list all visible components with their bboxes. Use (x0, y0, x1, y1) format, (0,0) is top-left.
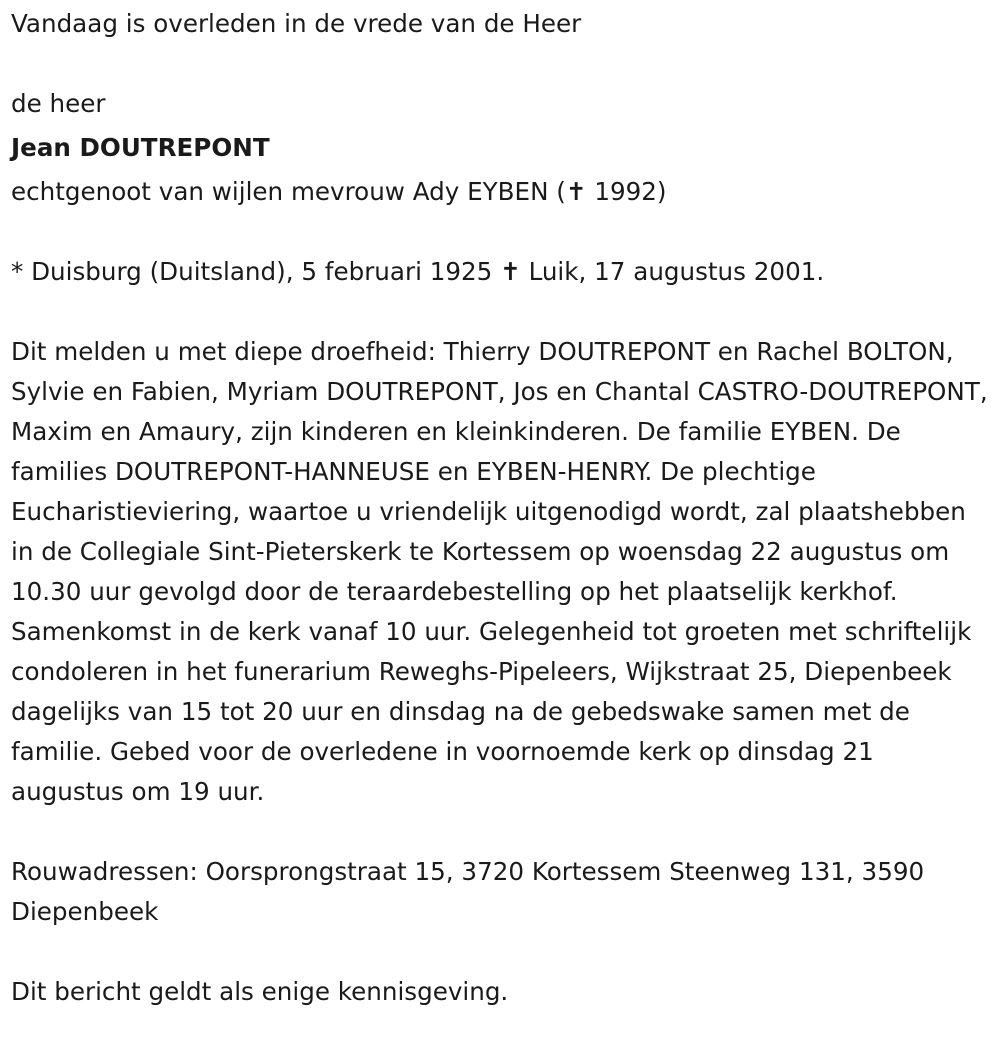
intro-line: Vandaag is overleden in de vrede van de Heer (11, 9, 582, 38)
death-notice (11, 4, 991, 1012)
spouse-suffix: 1992) (586, 177, 667, 206)
closing-line: Dit bericht geldt als enige kennisgeving. (11, 977, 509, 1006)
spacer (11, 812, 991, 852)
cross-icon: ✝ (500, 257, 521, 286)
spacer (11, 212, 991, 252)
cross-icon: ✝ (565, 177, 587, 206)
spacer (11, 292, 991, 332)
life-dates (11, 252, 991, 292)
birth-info: * Duisburg (Duitsland), 5 februari 1925 (11, 257, 501, 286)
honorific: de heer (11, 89, 106, 118)
spouse-prefix: echtgenoot van wijlen mevrouw Ady EYBEN ( (11, 177, 566, 206)
mourning-addresses: Rouwadressen: Oorsprongstraat 15, 3720 Kortessem Steenweg 131, 3590 Diepenbeek (11, 857, 925, 926)
spacer (11, 44, 991, 84)
spacer (11, 932, 991, 972)
announcement-body: Dit melden u met diepe droefheid: Thierry DOUTREPONT en Rachel BOLTON, Sylvie en Fabien, Myriam DOUTREPONT, Jos en Chantal CASTRO-DOUTREPONT, Maxim en Amaury, zijn kinderen en kleinkinderen. De familie EYBEN. De families DOUTREPONT-HANNEUSE en EYBEN-HENRY. De plechtige Eucharistieviering, waartoe u vriendelijk uitgenodigd wordt, zal plaatshebben in de Collegiale Sint-Pieterskerk te Kortessem op woensdag 22 augustus om 10.30 uur gevolgd door de teraardebestelling op het plaatselijk kerkhof. Samenkomst in de kerk vanaf 10 uur. Gelegenheid tot groeten met schriftelijk condoleren in het funerarium Reweghs-Pipeleers, Wijkstraat 25, Diepenbeek dagelijks van 15 tot 20 uur en dinsdag na de gebedswake samen met de familie. Gebed voor de overledene in voornoemde kerk op dinsdag 21 augustus om 19 uur. (11, 337, 988, 806)
deceased-name: Jean DOUTREPONT (11, 133, 270, 162)
spouse-line (11, 172, 991, 212)
death-info: Luik, 17 augustus 2001. (520, 257, 825, 286)
